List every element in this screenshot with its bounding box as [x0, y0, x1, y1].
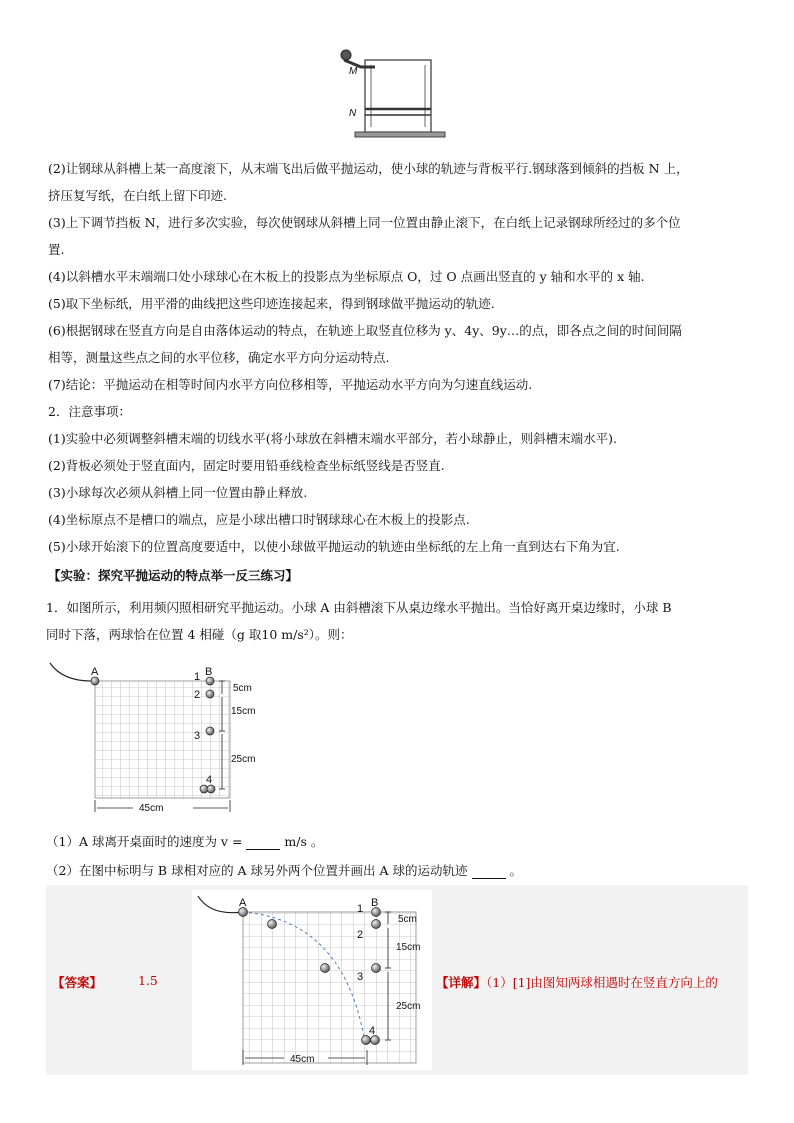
sub2-prefix: （2）在图中标明与 B 球相对应的 A 球另外两个位置并画出 A 球的运动轨迹 [46, 863, 468, 878]
label-m: M [349, 66, 358, 77]
sub2-suffix: 。 [509, 863, 523, 878]
answer-blank-1[interactable] [246, 836, 280, 850]
detail-label: 【详解】 [436, 975, 487, 990]
ball-b-pos2 [206, 690, 214, 698]
section-title: 【实验：探究平抛运动的特点举一反三练习】 [48, 568, 299, 583]
label-b: B [371, 897, 379, 909]
answer-blank-2[interactable] [472, 865, 506, 879]
sub-question-1 [46, 833, 323, 850]
ball-a-pos3 [321, 964, 330, 973]
sub-question-2 [46, 862, 522, 879]
label-pos4: 4 [369, 1025, 376, 1037]
step-line: (7)结论：平抛运动在相等时间内水平方向位移相等，平抛运动水平方向为匀速直线运动. [48, 377, 533, 392]
label-pos1: 1 [357, 903, 364, 915]
step-line: (5)取下坐标纸，用平滑的曲线把这些印迹连接起来，得到钢球做平抛运动的轨迹. [48, 296, 495, 311]
label-n: N [349, 108, 357, 119]
note-line: (1)实验中必须调整斜槽末端的切线水平(将小球放在斜槽末端水平部分，若小球静止，则斜槽末端水平). [48, 431, 617, 446]
ball-b-pos3 [372, 964, 381, 973]
step-line: (6)根据钢球在竖直方向是自由落体运动的特点，在轨迹上取竖直位移为 y、4y、9y…的点，即各点之间的时间间隔 [48, 323, 682, 338]
label-5cm: 5cm [398, 914, 417, 925]
label-pos2: 2 [194, 689, 201, 701]
label-25cm: 25cm [231, 754, 256, 765]
label-pos1: 1 [194, 671, 201, 683]
label-15cm: 15cm [231, 706, 256, 717]
label-25cm: 25cm [396, 1001, 421, 1012]
ball-b-pos3 [206, 727, 214, 735]
label-5cm: 5cm [233, 683, 252, 694]
step-line: 相等，测量这些点之间的水平位移，确定水平方向分运动特点. [48, 350, 390, 365]
label-45cm: 45cm [139, 803, 164, 814]
step-line: (4)以斜槽水平末端端口处小球球心在木板上的投影点为坐标原点 O，过 O 点画出竖直的 y 轴和水平的 x 轴. [48, 269, 645, 284]
label-a: A [91, 666, 99, 678]
label-45cm: 45cm [290, 1054, 315, 1065]
note-line: (4)坐标原点不是槽口的端点，应是小球出槽口时钢球球心在木板上的投影点. [48, 512, 470, 527]
step-line: (3)上下调节挡板 N，进行多次实验，每次使钢球从斜槽上同一位置由静止滚下，在白纸上记录钢球所经过的多个位 [48, 215, 681, 230]
ball-a [91, 677, 99, 685]
question-line-1: 1．如图所示，利用频闪照相研究平抛运动。小球 A 由斜槽滚下从桌边缘水平抛出。当恰好离开桌边缘时，小球 B [46, 600, 672, 615]
detail-line [436, 973, 718, 991]
note-line: (5)小球开始滚下的位置高度要适中，以使小球做平抛运动的轨迹由坐标纸的左上角一直到达右下角为宜. [48, 539, 620, 554]
question-line-2: 同时下落，两球恰在位置 4 相碰（g 取10 m/s²）。则： [46, 627, 353, 642]
label-pos2: 2 [357, 929, 364, 941]
question-figure [48, 660, 288, 820]
label-pos3: 3 [357, 971, 364, 983]
note-line: (3)小球每次必须从斜槽上同一位置由静止释放. [48, 485, 308, 500]
step-line: (2)让钢球从斜槽上某一高度滚下，从末端飞出后做平抛运动，使小球的轨迹与背板平行.钢球落到倾斜的挡板 N 上， [48, 161, 689, 176]
answer-value: 1.5 [138, 973, 158, 988]
apparatus-figure [335, 45, 450, 142]
answer-label: 【答案】 [52, 975, 103, 990]
ball-a-pos2 [268, 920, 277, 929]
sub1-prefix: （1）A 球离开桌面时的速度为 v = [46, 834, 243, 849]
detail-text: （1）[1]由图知两球相遇时在竖直方向上的 [486, 975, 718, 990]
step-line: 置. [48, 242, 65, 257]
answer-box [46, 885, 748, 1075]
label-pos4: 4 [206, 774, 213, 786]
sub1-suffix: m/s 。 [284, 834, 324, 849]
step-line: 挤压复写纸，在白纸上留下印迹. [48, 188, 227, 203]
ball-b-pos1 [206, 677, 214, 685]
ball-b-pos2 [372, 920, 381, 929]
label-b: B [205, 666, 213, 678]
label-15cm: 15cm [396, 942, 421, 953]
ball-b-pos4 [207, 785, 215, 793]
note-line: (2)背板必须处于竖直面内，固定时要用铅垂线检查坐标纸竖线是否竖直. [48, 458, 445, 473]
answer-figure [192, 890, 432, 1070]
label-a: A [239, 897, 247, 909]
notes-title: 2．注意事项： [48, 404, 131, 419]
label-pos3: 3 [194, 730, 201, 742]
